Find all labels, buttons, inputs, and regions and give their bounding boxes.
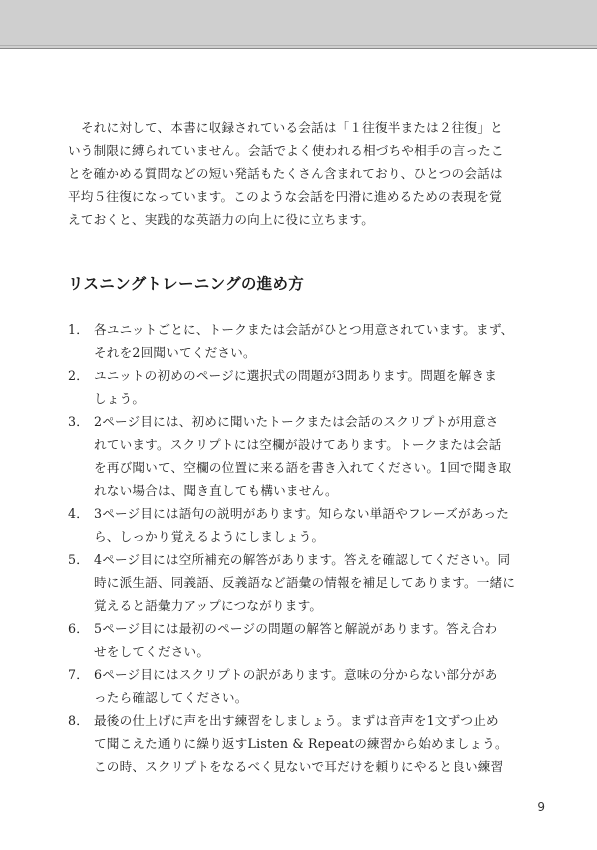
step-item-8	[68, 709, 534, 778]
step-number: 4．	[68, 506, 90, 521]
step-line: 3ページ目には語句の説明があります。知らない単語やフレーズがあった	[94, 506, 510, 521]
step-line: それを2回聞いてください。	[94, 345, 256, 360]
page-number: 9	[537, 800, 545, 814]
step-line: れています。スクリプトには空欄が設けてあります。トークまたは会話	[94, 437, 502, 452]
step-item-2	[68, 364, 534, 410]
step-line: ら、しっかり覚えるようにしましょう。	[94, 529, 325, 544]
step-line: 最後の仕上げに声を出す練習をしましょう。まずは音声を1文ずつ止め	[94, 713, 499, 728]
step-number: 2．	[68, 368, 90, 383]
step-number: 8．	[68, 713, 90, 728]
step-line: しょう。	[94, 391, 146, 406]
intro-line: いう制限に縛られていません。会話でよく使われる相づちや相手の言ったこ	[68, 143, 504, 158]
intro-line: それに対して、本書に収録されている会話は「１往復半または２往復」と	[81, 120, 503, 135]
header-band	[0, 0, 597, 49]
step-line: 各ユニットごとに、トークまたは会話がひとつ用意されています。まず、	[94, 322, 514, 337]
intro-line: 平均５往復になっています。このような会話を円滑に進めるための表現を覚	[68, 189, 502, 204]
step-item-7	[68, 663, 534, 709]
step-line: ったら確認してください。	[94, 690, 248, 705]
step-line: 覚えると語彙力アップにつながります。	[94, 598, 323, 613]
step-number: 7．	[68, 667, 90, 682]
step-line: この時、スクリプトをなるべく見ないで耳だけを頼りにやると良い練習	[94, 759, 504, 774]
step-item-4	[68, 502, 534, 548]
intro-line: とを確かめる質問などの短い発話もたくさん含まれており、ひとつの会話は	[68, 166, 503, 181]
step-item-5	[68, 548, 534, 617]
step-number: 6．	[68, 621, 90, 636]
step-line: 6ページ目にはスクリプトの訳があります。意味の分からない部分があ	[94, 667, 498, 682]
step-item-6	[68, 617, 534, 663]
steps-list	[68, 318, 534, 778]
section-heading: リスニングトレーニングの進め方	[68, 275, 305, 293]
step-line: 時に派生語、同義語、反義語など語彙の情報を補足してあります。一緒に	[94, 575, 516, 590]
step-line: ユニットの初めのページに選択式の問題が3問あります。問題を解きま	[94, 368, 498, 383]
step-item-1	[68, 318, 534, 364]
step-number: 3．	[68, 414, 90, 429]
step-line: 4ページ目には空所補充の解答があります。答えを確認してください。同	[94, 552, 511, 567]
step-line: を再び聞いて、空欄の位置に来る語を書き入れてください。1回で聞き取	[94, 460, 512, 475]
step-item-3	[68, 410, 534, 502]
step-line: 2ページ目には、初めに聞いたトークまたは会話のスクリプトが用意さ	[94, 414, 499, 429]
intro-line: えておくと、実践的な英語力の向上に役に立ちます。	[68, 212, 375, 227]
step-line: せをしてください。	[94, 644, 210, 659]
step-number: 1．	[68, 322, 90, 337]
step-line: れない場合は、聞き直しても構いません。	[94, 483, 338, 498]
step-number: 5．	[68, 552, 90, 567]
intro-paragraph	[68, 116, 530, 231]
step-line: て聞こえた通りに繰り返すListen & Repeatの練習から始めましょう。	[94, 736, 508, 751]
step-line: 5ページ目には最初のページの問題の解答と解説があります。答え合わ	[94, 621, 498, 636]
